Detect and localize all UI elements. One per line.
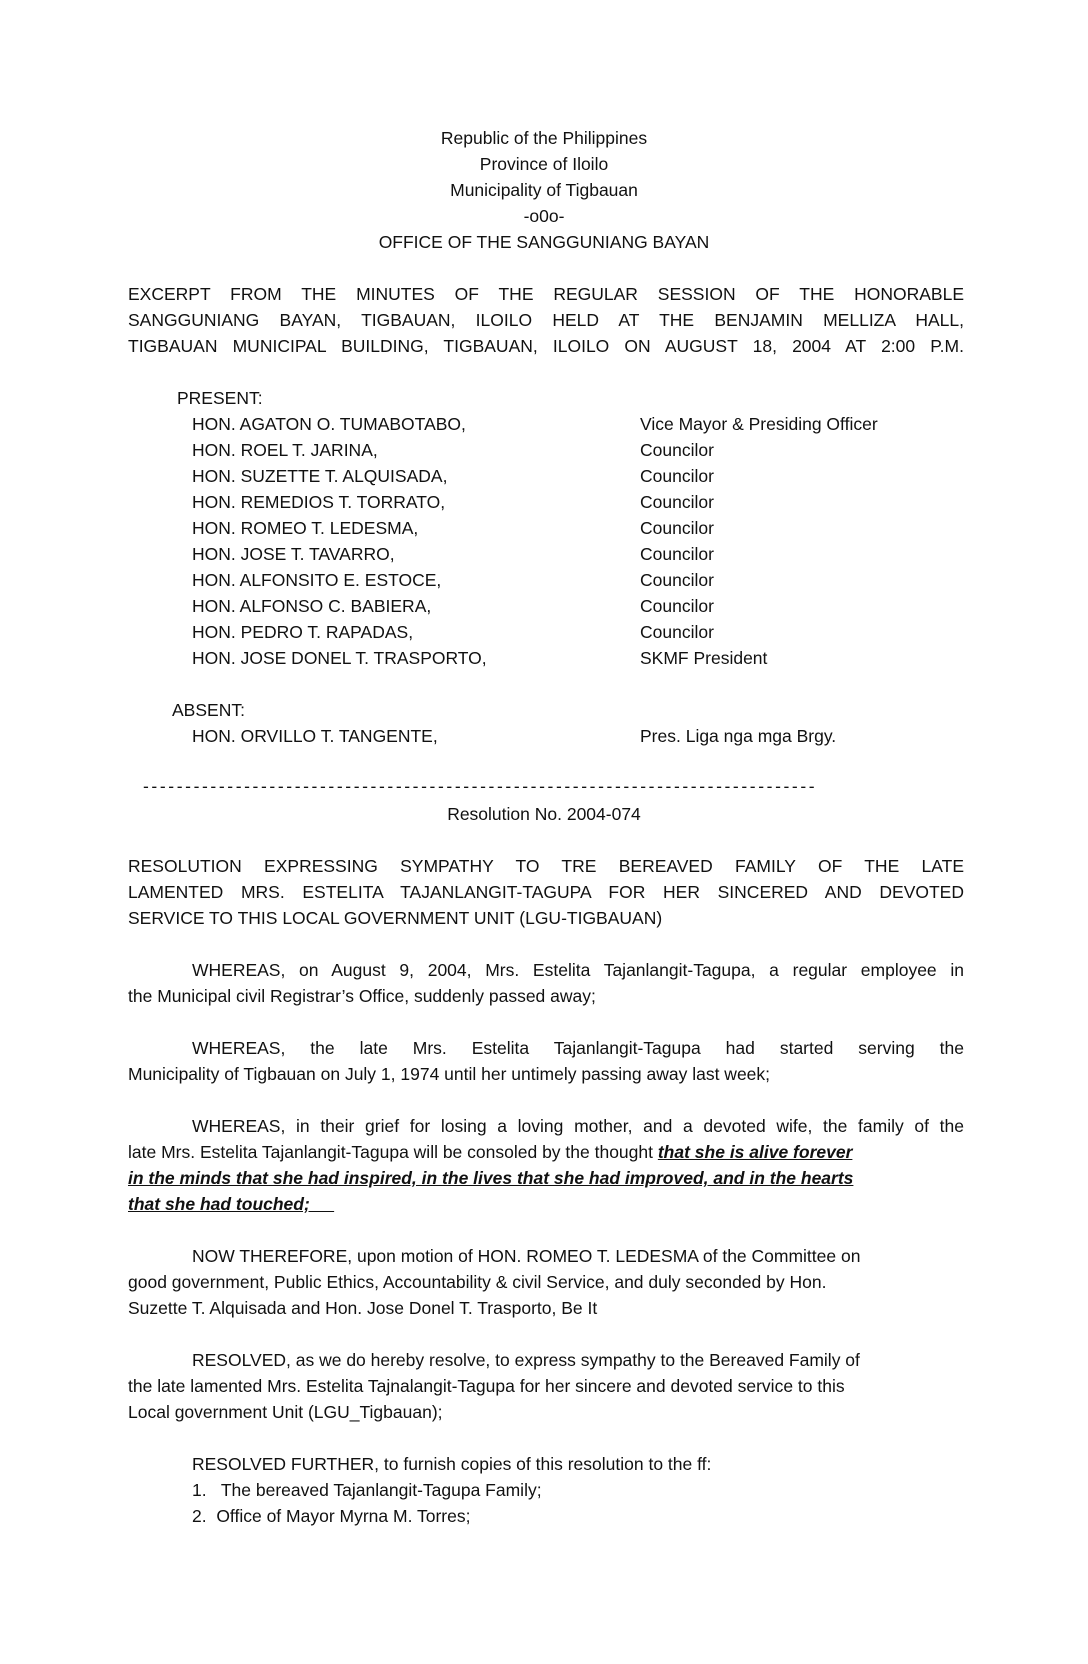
header-office: OFFICE OF THE SANGGUNIANG BAYAN	[378, 232, 710, 252]
present-role: Councilor	[640, 596, 714, 616]
present-name: HON. ALFONSITO E. ESTOCE,	[192, 570, 442, 590]
now-therefore-line-2: good government, Public Ethics, Accountability & civil Service, and duly seconded by Hon.	[128, 1272, 827, 1292]
emphasized-quote: that she had touched;	[128, 1194, 335, 1214]
excerpt-line-2: SANGGUNIANG BAYAN, TIGBAUAN, ILOILO HELD AT THE BENJAMIN MELLIZA HALL,	[128, 310, 964, 330]
present-role: Councilor	[640, 440, 714, 460]
absent-label: ABSENT:	[172, 700, 245, 720]
header-province: Province of Iloilo	[479, 154, 609, 174]
present-role: Councilor	[640, 622, 714, 642]
dashed-separator: --------------------------------------------------------------------------------	[143, 776, 818, 796]
present-name: HON. JOSE DONEL T. TRASPORTO,	[192, 648, 487, 668]
present-role: Councilor	[640, 466, 714, 486]
resolved-further-intro: RESOLVED FURTHER, to furnish copies of this resolution to the ff:	[192, 1454, 712, 1474]
resolved-line-1: RESOLVED, as we do hereby resolve, to express sympathy to the Bereaved Family of	[192, 1350, 860, 1370]
whereas-1-line-2: the Municipal civil Registrar’s Office, suddenly passed away;	[128, 986, 596, 1006]
present-name: HON. AGATON O. TUMABOTABO,	[192, 414, 466, 434]
header-country: Republic of the Philippines	[440, 128, 648, 148]
absent-name: HON. ORVILLO T. TANGENTE,	[192, 726, 438, 746]
resolution-title-line-1: RESOLUTION EXPRESSING SYMPATHY TO TRE BEREAVED FAMILY OF THE LATE	[128, 856, 964, 876]
present-role: Vice Mayor & Presiding Officer	[640, 414, 878, 434]
header-ornament: -o0o-	[523, 206, 565, 226]
whereas-2-line-2: Municipality of Tigbauan on July 1, 1974 until her untimely passing away last week;	[128, 1064, 771, 1084]
resolved-line-2: the late lamented Mrs. Estelita Tajnalangit-Tagupa for her sincere and devoted service to this	[128, 1376, 845, 1396]
present-name: HON. ROEL T. JARINA,	[192, 440, 378, 460]
whereas-2-line-1: WHEREAS, the late Mrs. Estelita Tajanlangit-Tagupa had started serving the	[192, 1038, 964, 1058]
excerpt-line-1: EXCERPT FROM THE MINUTES OF THE REGULAR SESSION OF THE HONORABLE	[128, 284, 964, 304]
present-name: HON. PEDRO T. RAPADAS,	[192, 622, 414, 642]
present-role: SKMF President	[640, 648, 768, 668]
present-role: Councilor	[640, 570, 714, 590]
present-role: Councilor	[640, 492, 714, 512]
present-name: HON. JOSE T. TAVARRO,	[192, 544, 395, 564]
resolution-title-line-3: SERVICE TO THIS LOCAL GOVERNMENT UNIT (LGU-TIGBAUAN)	[128, 908, 663, 928]
present-name: HON. ROMEO T. LEDESMA,	[192, 518, 419, 538]
header-municipality: Municipality of Tigbauan	[450, 180, 638, 200]
absent-role: Pres. Liga nga mga Brgy.	[640, 726, 837, 746]
list-item: 2. Office of Mayor Myrna M. Torres;	[192, 1506, 471, 1526]
whereas-1-line-1: WHEREAS, on August 9, 2004, Mrs. Estelita Tajanlangit-Tagupa, a regular employee in	[192, 960, 964, 980]
present-name: HON. REMEDIOS T. TORRATO,	[192, 492, 446, 512]
list-item: 1. The bereaved Tajanlangit-Tagupa Family;	[192, 1480, 542, 1500]
emphasized-quote: that she is alive forever	[657, 1142, 853, 1162]
present-label: PRESENT:	[177, 388, 263, 408]
resolution-title-line-2: LAMENTED MRS. ESTELITA TAJANLANGIT-TAGUPA FOR HER SINCERED AND DEVOTED	[128, 882, 964, 902]
now-therefore-line-1: NOW THEREFORE, upon motion of HON. ROMEO T. LEDESMA of the Committee on	[192, 1246, 861, 1266]
present-name: HON. SUZETTE T. ALQUISADA,	[192, 466, 448, 486]
present-role: Councilor	[640, 544, 714, 564]
now-therefore-line-3: Suzette T. Alquisada and Hon. Jose Donel T. Trasporto, Be It	[128, 1298, 598, 1318]
resolved-line-3: Local government Unit (LGU_Tigbauan);	[128, 1402, 443, 1422]
whereas-3-line-2	[128, 1142, 852, 1163]
emphasized-quote: in the minds that she had inspired, in the lives that she had improved, and in the hearts	[128, 1168, 854, 1188]
resolution-number: Resolution No. 2004-074	[447, 804, 641, 824]
present-name: HON. ALFONSO C. BABIERA,	[192, 596, 432, 616]
present-role: Councilor	[640, 518, 714, 538]
whereas-3-line-1: WHEREAS, in their grief for losing a loving mother, and a devoted wife, the family of the	[192, 1116, 964, 1136]
whereas-3-text: late Mrs. Estelita Tajanlangit-Tagupa will be consoled by the thought	[128, 1142, 658, 1162]
excerpt-line-3: TIGBAUAN MUNICIPAL BUILDING, TIGBAUAN, ILOILO ON AUGUST 18, 2004 AT 2:00 P.M.	[128, 336, 964, 356]
